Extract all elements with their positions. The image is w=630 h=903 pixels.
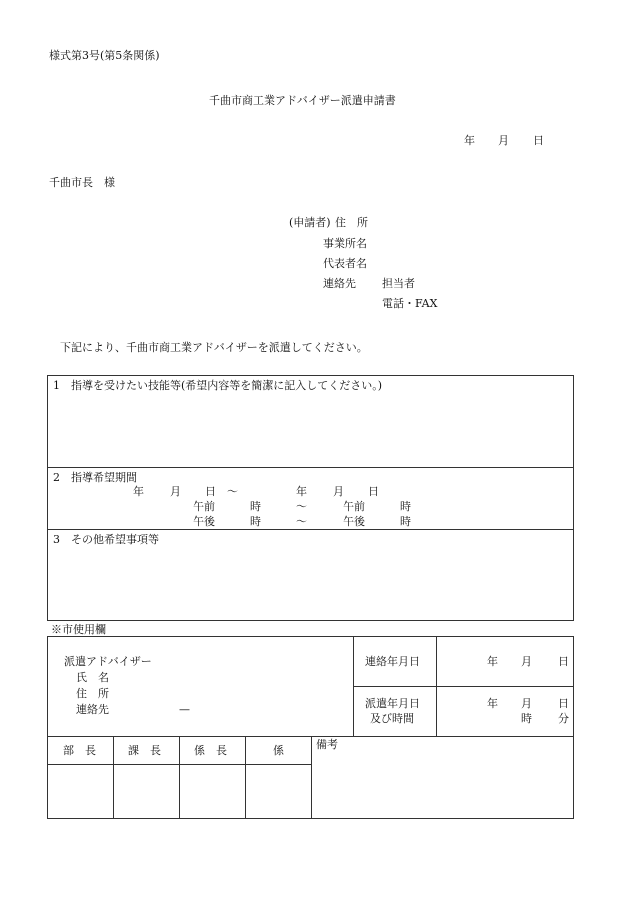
form-number: 様式第3号(第5条関係) [49,49,160,62]
pm-tilde: 〜 [296,515,307,528]
am-start-hour: 時 [250,500,261,513]
contact-date-month: 月 [521,655,532,668]
pm-start-label: 午後 [193,515,215,528]
pm-end-label: 午後 [343,515,365,528]
dispatch-date-label: 派遣年月日 [365,697,420,710]
addressee: 千曲市長 様 [49,176,115,189]
contact-date-day: 日 [558,655,569,668]
applicant-prefix: (申請者) [289,216,331,229]
contact-date-year: 年 [487,655,498,668]
approval-section-chief: 課 長 [128,744,161,757]
approval-director: 部 長 [63,744,96,757]
dispatch-minute: 分 [558,712,569,725]
period-tilde: 〜 [227,485,238,498]
request-table [47,375,574,621]
applicant-contact-label: 連絡先 [323,277,356,290]
applicant-representative-label: 代表者名 [323,257,367,270]
section-2-label: 2 指導希望期間 [53,471,137,484]
period-end-year: 年 [296,485,307,498]
advisor-label: 派遣アドバイザー [64,655,152,668]
advisor-address-label: 住 所 [76,687,109,700]
section-3-label: 3 その他希望事項等 [53,533,159,546]
period-start-day: 日 [205,485,216,498]
approval-staff: 係 [273,744,284,757]
dispatch-time-label: 及び時間 [370,712,414,725]
advisor-name-label: 氏 名 [76,671,109,684]
date-month: 月 [498,134,509,147]
applicant-office-label: 事業所名 [323,237,367,250]
section-1-label: 1 指導を受けたい技能等(希望内容等を簡潔に記入してください。) [53,379,383,392]
approval-subsection-chief: 係 長 [194,744,227,757]
applicant-person-label: 担当者 [382,277,415,290]
contact-date-label: 連絡年月日 [365,655,420,668]
pm-end-hour: 時 [400,515,411,528]
am-tilde: 〜 [296,500,307,513]
am-start-label: 午前 [193,500,215,513]
applicant-phone-label: 電話・FAX [382,297,438,310]
advisor-contact-dash: — [179,703,190,716]
am-end-hour: 時 [400,500,411,513]
advisor-contact-label: 連絡先 [76,703,109,716]
remarks-label: 備考 [316,738,338,751]
am-end-label: 午前 [343,500,365,513]
period-start-month: 月 [170,485,181,498]
dispatch-month: 月 [521,697,532,710]
page-title: 千曲市商工業アドバイザー派遣申請書 [209,94,396,107]
dispatch-year: 年 [487,697,498,710]
pm-start-hour: 時 [250,515,261,528]
office-use-label: ※市使用欄 [51,623,106,636]
dispatch-hour: 時 [521,712,532,725]
date-day: 日 [533,134,544,147]
dispatch-day: 日 [558,697,569,710]
period-end-month: 月 [333,485,344,498]
period-start-year: 年 [133,485,144,498]
date-year: 年 [464,134,475,147]
period-end-day: 日 [368,485,379,498]
request-text: 下記により、千曲市商工業アドバイザーを派遣してください。 [60,341,368,354]
applicant-address-label: 住 所 [335,216,368,229]
